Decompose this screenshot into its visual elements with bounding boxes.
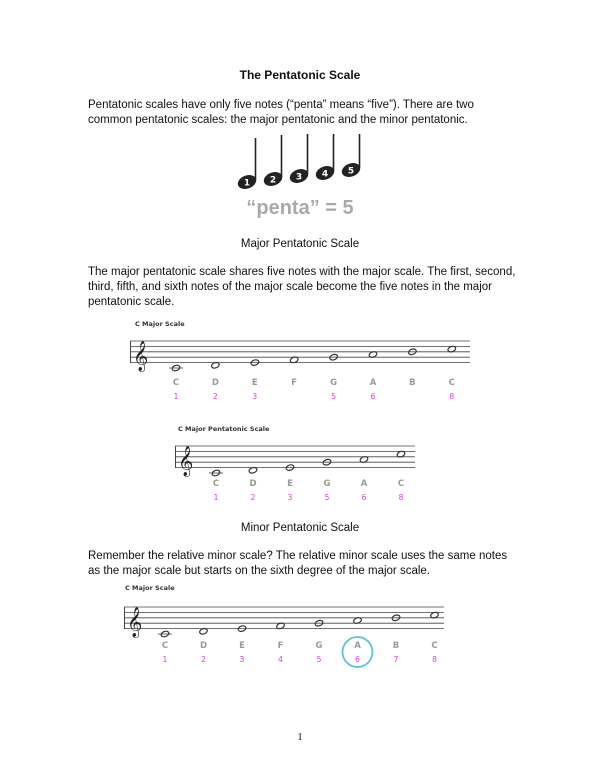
scale-degree: 6	[355, 655, 360, 664]
penta-note-4	[314, 134, 336, 182]
penta-note-2	[262, 135, 284, 188]
c-major-pentatonic-staff	[175, 440, 420, 506]
scale-degree: 2	[201, 655, 206, 664]
c-major-scale-staff	[130, 335, 475, 405]
note-c	[169, 364, 183, 372]
scale-degree: 8	[449, 392, 455, 401]
treble-clef-icon: 𝄞	[178, 446, 194, 477]
scale-degree: 6	[361, 493, 367, 502]
scale-degree: 1	[162, 655, 168, 664]
note-letter: C	[431, 641, 438, 651]
scale-degree: 5	[316, 655, 322, 664]
page-title: The Pentatonic Scale	[239, 68, 361, 82]
note-c	[158, 630, 172, 638]
note-letter: D	[211, 378, 219, 388]
penta-note-3	[288, 134, 310, 185]
scale-degree: 3	[252, 392, 258, 401]
minor-pentatonic-heading: Minor Pentatonic Scale	[240, 522, 360, 534]
scale-degree: 5	[331, 392, 336, 401]
page-number: 1	[297, 731, 303, 743]
scale-degree: 4	[278, 655, 283, 664]
note-letter: D	[199, 641, 208, 651]
note-letter: D	[249, 479, 257, 489]
svg-text:2: 2	[269, 175, 277, 186]
scale1-title: C Major Scale	[135, 320, 185, 328]
scale-degree: 1	[173, 392, 179, 401]
note-letter: A	[354, 641, 361, 651]
treble-clef-icon: 𝄞	[127, 607, 143, 638]
svg-text:1: 1	[243, 178, 251, 189]
note-letter: C	[397, 479, 405, 489]
penta-equals-five-label: “penta” = 5	[246, 197, 354, 219]
note-letter: F	[277, 641, 284, 651]
svg-text:5: 5	[347, 166, 355, 177]
major-pentatonic-heading: Major Pentatonic Scale	[240, 238, 360, 250]
penta-note-1	[236, 138, 258, 191]
note-letter: B	[392, 641, 400, 651]
note-letter: G	[330, 378, 338, 388]
intro-paragraph: Pentatonic scales have only five notes (“penta” means “five”). There are two common pentatonic scales: the major pentatonic and the minor pentatonic.	[88, 99, 474, 126]
minor-pentatonic-paragraph: Remember the relative minor scale? The relative minor scale uses the same notes as the major scale but starts on the sixth degree of the major scale.	[88, 550, 508, 577]
svg-text:4: 4	[321, 169, 329, 180]
scale3-title: C Major Scale	[125, 584, 175, 592]
scale2-title: C Major Pentatonic Scale	[178, 425, 270, 433]
scale-degree: 2	[250, 493, 256, 502]
note-letter: G	[323, 479, 331, 489]
scale-degree: 7	[393, 655, 399, 664]
note-letter: A	[360, 479, 368, 489]
svg-text:3: 3	[295, 172, 303, 183]
scale-degree: 8	[432, 655, 437, 664]
scale-degree: 3	[239, 655, 245, 664]
note-letter: C	[448, 378, 455, 388]
scale-degree: 3	[287, 493, 293, 502]
scale-degree: 6	[370, 392, 376, 401]
note-letter: C	[172, 378, 180, 388]
treble-clef-icon: 𝄞	[133, 341, 149, 372]
note-letter: E	[251, 378, 258, 388]
note-letter: B	[409, 378, 416, 388]
major-pentatonic-paragraph: The major pentatonic scale shares five notes with the major scale. The first, second, third, fifth, and sixth notes of the major scale become the five notes in the major pentatonic scale.	[88, 266, 516, 308]
scale-degree: 1	[213, 493, 219, 502]
scale-degree: 5	[324, 493, 330, 502]
note-letter: C	[212, 479, 220, 489]
note-letter: A	[369, 378, 377, 388]
penta-note-5	[340, 134, 362, 179]
c-major-scale-relative-minor-staff	[124, 598, 449, 670]
note-c	[209, 469, 223, 477]
note-letter: E	[239, 641, 245, 651]
note-letter: E	[287, 479, 293, 489]
note-letter: G	[315, 641, 323, 651]
note-letter: F	[291, 378, 298, 388]
scale-degree: 2	[213, 392, 218, 401]
scale-degree: 8	[398, 493, 404, 502]
penta-notes-figure	[228, 134, 368, 194]
note-letter: C	[161, 641, 169, 651]
